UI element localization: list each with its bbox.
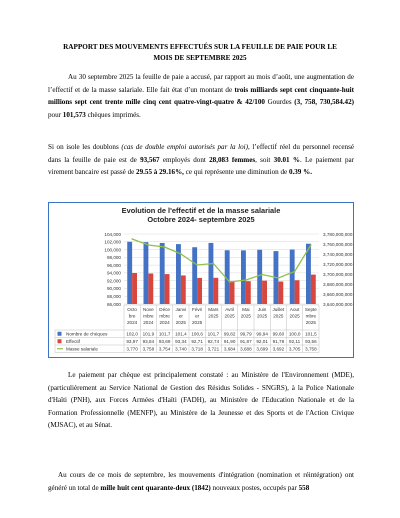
- chart-title-line2: Octobre 2024- septembre 2025: [147, 215, 255, 224]
- data-label: 99,79: [240, 331, 252, 337]
- legend-key-effectif: [58, 339, 62, 343]
- bar-cheques: [209, 243, 214, 304]
- y-tick-right: 3,680,000,000: [323, 281, 353, 287]
- x-category-label: Septe: [304, 307, 317, 312]
- y-tick-left: 96,000: [106, 262, 121, 268]
- point-masse-salariale: [213, 263, 214, 264]
- data-label: 93,69: [158, 338, 171, 344]
- x-category-label: 2025: [240, 313, 251, 319]
- doublons-note: (cas de double emploi autorisés par la loi): [121, 143, 248, 151]
- data-label: 3,740: [175, 346, 187, 352]
- point-masse-salariale: [310, 244, 311, 245]
- paragraph-effectif: [48, 141, 354, 179]
- data-label: 101,7: [158, 331, 171, 337]
- data-label: 100,6: [191, 331, 203, 337]
- x-category-label: 2024: [159, 319, 170, 325]
- text: , l’effectif réel du personnel recensé dans la feuille de paie est de: [48, 143, 355, 164]
- data-label: 93,56: [305, 338, 317, 344]
- point-masse-salariale: [164, 246, 165, 247]
- point-masse-salariale: [180, 253, 181, 254]
- data-label: 92,71: [191, 338, 203, 344]
- y-tick-right: 3,700,000,000: [323, 271, 353, 277]
- text: . Le paiement par virement bancaire est passé de: [48, 155, 355, 177]
- data-label: 92,01: [256, 338, 268, 344]
- report-title: [28, 42, 372, 64]
- x-category-label: er: [195, 313, 200, 319]
- data-label: 3,692: [272, 346, 285, 352]
- text: pour: [48, 110, 63, 119]
- text: Gourdes: [264, 98, 295, 107]
- bar-effectif: [230, 281, 235, 304]
- data-label: 3,770: [126, 346, 138, 352]
- data-label: 102,0: [126, 331, 138, 337]
- bar-cheques: [257, 250, 262, 304]
- point-masse-salariale: [148, 244, 149, 245]
- cheque-count: 101,573: [62, 110, 86, 119]
- y-tick-left: 86,000: [106, 301, 121, 307]
- point-masse-salariale: [245, 279, 246, 280]
- new-posts-count: mille huit cent quarante-deux (1842): [100, 483, 211, 492]
- x-category-label: 2025: [257, 313, 268, 319]
- y-tick-right: 3,780,000,000: [323, 231, 353, 237]
- x-category-label: Juillet: [272, 307, 285, 312]
- data-label: 101,7: [207, 331, 220, 337]
- data-label: 100,0: [288, 331, 301, 337]
- legend-key-cheques: [58, 332, 62, 336]
- bar-effectif: [262, 281, 267, 304]
- x-category-label: er: [178, 313, 183, 319]
- x-category-label: 2025: [224, 313, 235, 319]
- chart-container: [48, 202, 354, 358]
- data-label: 101,4: [175, 331, 187, 337]
- data-label: 91,87: [240, 338, 252, 344]
- x-category-label: 2024: [127, 319, 138, 325]
- text: Au cours de ce mois de septembre, les mouvements d'intégration (nomination et réintégration) ont généré un total de: [48, 471, 354, 492]
- text: Si on isole les doublons: [48, 143, 122, 151]
- x-category-label: bre: [128, 313, 136, 319]
- bar-cheques: [192, 247, 197, 304]
- data-label: 3,688: [240, 346, 252, 352]
- x-category-label: Mai: [242, 307, 250, 312]
- text: nouveaux postes, occupés par: [210, 483, 299, 492]
- report-title-line2: MOIS DE SEPTEMBRE 2025: [153, 54, 247, 62]
- text: , soit: [255, 155, 274, 164]
- data-label: 92,11: [289, 338, 301, 344]
- x-category-label: Nove: [143, 307, 154, 312]
- report-title-line1: RAPPORT DES MOUVEMENTS EFFECTUÉS SUR LA FEUILLE DE PAIE POUR LE: [63, 43, 337, 51]
- x-category-label: mbre: [159, 313, 170, 319]
- point-masse-salariale: [229, 281, 230, 282]
- chart-title-line1: Evolution de l'effectif et de la masse salariale: [121, 206, 281, 215]
- data-label: 3,758: [142, 346, 155, 352]
- point-masse-salariale: [196, 264, 197, 265]
- y-tick-left: 94,000: [106, 270, 121, 276]
- data-label: 3,705: [288, 346, 301, 352]
- data-label: 101,9: [142, 331, 155, 337]
- x-category-label: 2025: [305, 319, 316, 325]
- bar-cheques: [290, 250, 295, 304]
- data-label: 99,94: [256, 331, 268, 337]
- y-tick-left: 100,000: [104, 247, 121, 253]
- y-tick-left: 98,000: [106, 255, 121, 261]
- y-tick-left: 90,000: [106, 286, 121, 292]
- amount-number: (3, 758, 730,584.42): [294, 98, 354, 107]
- y-tick-left: 88,000: [106, 294, 121, 300]
- data-label: 3,699: [256, 346, 268, 352]
- line-masse-salariale: [132, 239, 311, 282]
- text: ce qui représente une diminution de: [183, 168, 289, 177]
- point-masse-salariale: [294, 271, 295, 272]
- data-label: 3,718: [191, 346, 203, 352]
- point-masse-salariale: [131, 238, 132, 239]
- data-label: 3,754: [158, 346, 171, 352]
- virement-decrease: 0.39 %.: [288, 168, 312, 177]
- point-masse-salariale: [278, 277, 279, 278]
- data-label: 3,721: [207, 346, 220, 352]
- paragraph-cheques: Le paiement par chèque est principalement constaté : au Ministère de l'Environnement (MDE), (particulièrement au Service National de Gestion des Résidus Solides - SNGRS), à la Police Nationale d'Haïti (PNH), aux Forces Armées d'Haïti (FADH), au Ministère de l'Education Nationale et de la Formation Professionnelle (MENFP), au Ministère de la Jeunesse et des Sports et de l'Action Civique (MJSAC), et au Sénat.: [48, 371, 354, 430]
- x-category-label: mbre: [143, 313, 154, 319]
- x-category-label: 2025: [273, 313, 284, 319]
- virement-rates: 29.55 à 29.16%,: [136, 168, 184, 177]
- women-count: 28,083 femmes: [209, 155, 256, 164]
- x-category-label: Avril: [225, 307, 235, 312]
- occupants-count: 558: [298, 483, 310, 492]
- effectif-count: 93,567: [140, 155, 160, 164]
- point-masse-salariale: [261, 274, 262, 275]
- y-tick-right: 3,760,000,000: [323, 241, 353, 247]
- data-label: 101,5: [305, 331, 317, 337]
- y-tick-right: 3,660,000,000: [323, 291, 353, 297]
- data-label: 3,758: [305, 346, 317, 352]
- legend-series-name: Nombre de chèques: [66, 331, 108, 337]
- combo-chart: [49, 203, 353, 357]
- data-label: 93,34: [175, 338, 187, 344]
- text: employés dont: [159, 155, 210, 164]
- data-label: 92,74: [207, 338, 220, 344]
- y-tick-right: 3,740,000,000: [323, 251, 353, 257]
- data-label: 91,90: [223, 338, 236, 344]
- x-category-label: 2025: [208, 313, 219, 319]
- x-category-label: 2025: [175, 319, 186, 325]
- bar-effectif: [295, 280, 300, 304]
- x-category-label: Mars: [208, 307, 219, 312]
- y-tick-left: 102,000: [104, 239, 121, 245]
- bar-effectif: [148, 274, 153, 304]
- x-category-label: mbre: [305, 313, 317, 319]
- bar-effectif: [311, 275, 316, 304]
- x-category-label: Janvi: [175, 307, 187, 312]
- x-category-label: 2025: [289, 313, 300, 319]
- bar-cheques: [241, 250, 246, 304]
- legend-series-name: Masse salariale: [66, 346, 98, 352]
- data-label: 3,684: [223, 346, 236, 352]
- amount-words: trois milliards sept cent cinquante-huit millions sept cent trente mille cinq cent quatre-vingt-quatre & 42/100: [48, 85, 354, 107]
- x-category-label: Octo: [127, 307, 137, 312]
- y-tick-left: 104,000: [104, 231, 121, 237]
- y-tick-left: 92,000: [106, 278, 121, 284]
- bar-effectif: [165, 274, 170, 304]
- y-tick-right: 3,720,000,000: [323, 261, 353, 267]
- legend-series-name: Effectif: [66, 338, 80, 344]
- data-label: 93,97: [126, 338, 138, 344]
- data-label: 91,78: [272, 338, 285, 344]
- x-category-label: Déce: [159, 307, 170, 312]
- bar-effectif: [132, 273, 137, 304]
- bar-effectif: [213, 278, 218, 304]
- x-category-label: Aout: [289, 307, 300, 312]
- bar-cheques: [144, 242, 149, 304]
- text: Au 30 septembre 2025 la feuille de paie a accusé, par rapport au mois d’août, une augmentation de l’effectif et de la masse salariale. Elle fait état d’un montant de: [48, 73, 354, 94]
- text: chèques imprimés.: [85, 110, 141, 119]
- data-label: 99,82: [223, 331, 236, 337]
- x-category-label: 2024: [143, 319, 154, 325]
- x-category-label: 2025: [192, 319, 203, 325]
- data-label: 99,60: [272, 331, 285, 337]
- x-category-label: Févri: [192, 307, 203, 312]
- bar-effectif: [197, 278, 202, 304]
- x-category-label: Juin: [257, 307, 267, 312]
- bar-effectif: [181, 275, 186, 304]
- y-tick-right: 3,640,000,000: [323, 301, 353, 307]
- women-percent: 30.01 %: [273, 155, 300, 164]
- bar-cheques: [160, 243, 165, 304]
- bar-cheques: [127, 242, 132, 304]
- bar-effectif: [246, 281, 251, 304]
- data-label: 93,84: [142, 338, 155, 344]
- paragraph-integration: [48, 469, 354, 494]
- paragraph-summary: [48, 71, 354, 121]
- bar-effectif: [278, 282, 283, 304]
